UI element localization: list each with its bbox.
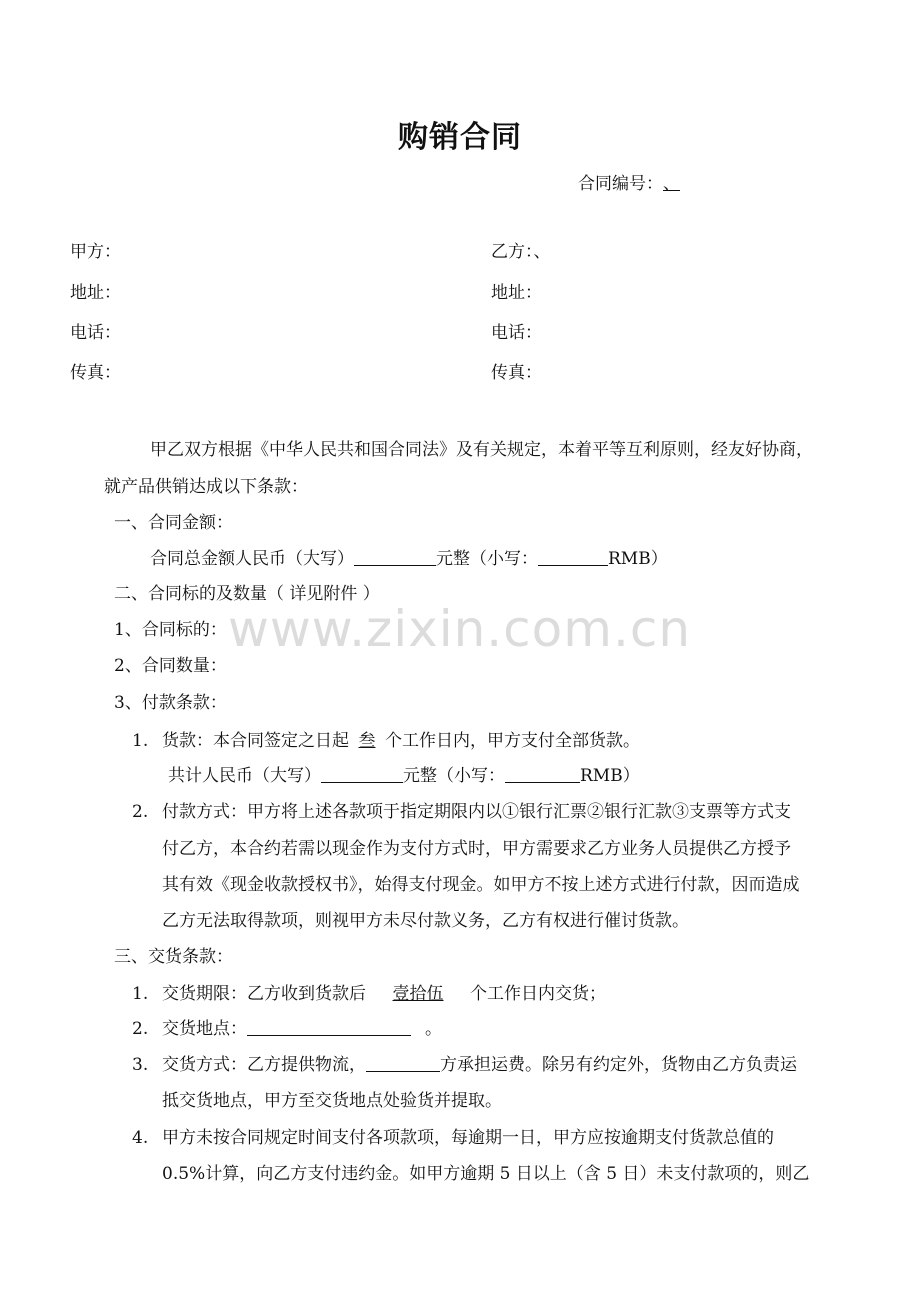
watermark: www.zixin.com.cn — [228, 600, 692, 658]
payment-clause-1 — [132, 729, 640, 753]
section-3-heading: 三、交货条款： — [114, 947, 233, 967]
amount-mid: 元整（小写： — [436, 549, 538, 569]
payment-2-line-2: 付乙方，本合约若需以现金作为支付方式时，甲方需要求乙方业务人员提供乙方授予 — [162, 839, 791, 859]
party-b-fax: 传真： — [491, 363, 542, 383]
delivery-3-line-2: 抵交货地点，甲方至交货地点处验货并提取。 — [162, 1091, 502, 1111]
delivery-3-suffix: 方承担运费。除另有约定外，货物由乙方负责运 — [440, 1055, 797, 1075]
payment-days-value: 叁 — [358, 731, 376, 751]
party-a-address: 地址： — [70, 283, 121, 303]
party-a-label: 甲方： — [70, 242, 121, 262]
intro-line-2: 就产品供销达成以下条款： — [104, 477, 308, 497]
delivery-4-line-1: 甲方未按合同规定时间支付各项款项，每逾期一日，甲方应按逾期支付货款总值的 — [162, 1128, 774, 1148]
amount-words-blank[interactable] — [354, 547, 436, 566]
quantity-item: 2、合同数量： — [114, 656, 227, 676]
amount-figures-blank[interactable] — [538, 547, 608, 566]
payment-1-suffix: 个工作日内，甲方支付全部货款。 — [385, 731, 640, 751]
total-mid: 元整（小写： — [403, 766, 505, 786]
delivery-4-line-2: 0.5%计算，向乙方支付违约金。如甲方逾期 5 日以上（含 5 日）未支付款项的，则乙 — [162, 1164, 810, 1184]
total-prefix: 共计人民币（大写） — [168, 766, 321, 786]
contract-number-label: 合同编号： — [578, 174, 663, 194]
delivery-1-prefix: 交货期限：乙方收到货款后 — [162, 984, 366, 1004]
clause-number: 1. — [132, 984, 149, 1004]
clause-number: 4. — [132, 1128, 149, 1148]
party-b-label: 乙方：、 — [491, 242, 551, 262]
delivery-3-prefix: 交货方式：乙方提供物流， — [162, 1055, 366, 1075]
total-figures-blank[interactable] — [505, 764, 580, 783]
amount-prefix: 合同总金额人民币（大写） — [150, 549, 354, 569]
delivery-clause-1 — [132, 982, 606, 1006]
total-words-blank[interactable] — [321, 764, 403, 783]
payment-terms-item: 3、付款条款： — [114, 693, 227, 713]
delivery-clause-2 — [132, 1017, 442, 1041]
contract-number — [578, 172, 689, 196]
payment-2-line-3: 其有效《现金收款授权书》，始得支付现金。如甲方不按上述方式进行付款，因而造成 — [162, 875, 800, 895]
delivery-clause-3 — [132, 1053, 797, 1077]
party-b-phone: 电话： — [491, 323, 542, 343]
payment-1-prefix: 货款：本合同签定之日起 — [162, 731, 349, 751]
clause-number: 3. — [132, 1055, 149, 1075]
delivery-place-blank[interactable] — [247, 1017, 411, 1036]
delivery-2-prefix: 交货地点： — [162, 1019, 247, 1039]
delivery-clause-4 — [132, 1126, 774, 1150]
contract-number-value: 、 — [663, 174, 680, 194]
party-b-address: 地址： — [491, 283, 542, 303]
section-1-heading: 一、合同金额： — [114, 513, 233, 533]
intro-line-1: 甲乙双方根据《中华人民共和国合同法》及有关规定，本着平等互利原则，经友好协商， — [150, 440, 813, 460]
payment-total-line — [168, 764, 640, 788]
delivery-days-value: 壹拾伍 — [392, 984, 444, 1004]
payment-2-line-1: 付款方式：甲方将上述各款项于指定期限内以①银行汇票②银行汇款③支票等方式支 — [162, 802, 791, 822]
freight-party-blank[interactable] — [366, 1053, 440, 1072]
payment-2-line-4: 乙方无法取得款项，则视甲方未尽付款义务，乙方有权进行催讨货款。 — [162, 911, 689, 931]
delivery-1-suffix: 个工作日内交货； — [470, 984, 606, 1004]
payment-clause-2 — [132, 800, 791, 824]
party-a-phone: 电话： — [70, 323, 121, 343]
subject-matter-item: 1、合同标的： — [114, 620, 227, 640]
total-suffix: RMB） — [580, 766, 640, 786]
clause-number: 1. — [132, 731, 149, 751]
clause-number: 2. — [132, 1019, 149, 1039]
clause-number: 2. — [132, 802, 149, 822]
contract-amount-line — [150, 547, 668, 571]
document-title: 购销合同 — [398, 120, 522, 155]
section-2-heading: 二、合同标的及数量（ 详见附件 ） — [114, 584, 380, 604]
party-a-fax: 传真： — [70, 363, 121, 383]
amount-suffix: RMB） — [608, 549, 668, 569]
delivery-2-suffix: 。 — [425, 1019, 442, 1039]
